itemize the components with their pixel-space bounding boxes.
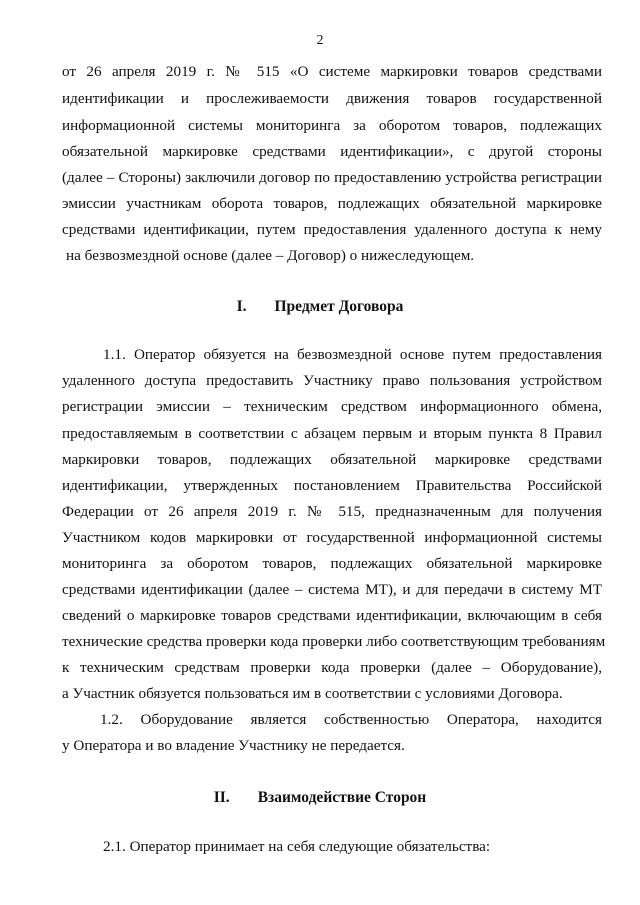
clause-line: предоставляемым в соответствии с абзацем первым и вторым пункта 8 Правил bbox=[62, 425, 602, 442]
clause-line: Участником кодов маркировки от государственной информационной системы bbox=[62, 529, 602, 546]
clause-line: к техническим средствам проверки кода проверки (далее – Оборудование), bbox=[62, 659, 602, 676]
section-title: Предмет Договора bbox=[274, 298, 404, 315]
preamble-line: (далее – Стороны) заключили договор по предоставлению устройства регистрации bbox=[62, 169, 602, 186]
clause-line: маркировки товаров, подлежащих обязательной маркировке средствами bbox=[62, 451, 602, 468]
clause-line: регистрации эмиссии – техническим средством информационного обмена, bbox=[62, 398, 602, 415]
page-number: 2 bbox=[316, 33, 324, 48]
section-title: Взаимодействие Сторон bbox=[257, 789, 427, 806]
clause-line: средствами идентификации (далее – система МТ), и для передачи в систему МТ bbox=[62, 581, 602, 598]
clause-line: Федерации от 26 апреля 2019 г. № 515, предназначенным для получения bbox=[62, 503, 602, 520]
clause-line: мониторинга за оборотом товаров, подлежащих обязательной маркировке bbox=[62, 555, 602, 572]
clause-line: у Оператора и во владение Участнику не передается. bbox=[62, 737, 405, 754]
clause-line: технические средства проверки кода проверки либо соответствующим требованиям bbox=[62, 633, 606, 650]
preamble-line: идентификации и прослеживаемости движения товаров государственной bbox=[62, 90, 602, 107]
clause-line: 2.1. Оператор принимает на себя следующие обязательства: bbox=[103, 838, 491, 855]
section-number: II. bbox=[213, 789, 230, 806]
preamble-line: эмиссии участникам оборота товаров, подлежащих обязательной маркировке bbox=[62, 195, 602, 212]
clause-line: 1.1. Оператор обязуется на безвозмездной основе путем предоставления bbox=[103, 346, 602, 363]
preamble-line: на безвозмездной основе (далее – Договор) о нижеследующем. bbox=[66, 247, 475, 264]
clause-line: а Участник обязуется пользоваться им в соответствии с условиями Договора. bbox=[62, 685, 563, 702]
section-number: I. bbox=[236, 298, 247, 315]
preamble-line: средствами идентификации, путем предоставления удаленного доступа к нему bbox=[62, 221, 602, 238]
preamble-line: информационной системы мониторинга за оборотом товаров, подлежащих bbox=[62, 117, 602, 134]
preamble-line: обязательной маркировке средствами идентификации», с другой стороны bbox=[62, 143, 602, 160]
preamble-line: от 26 апреля 2019 г. № 515 «О системе маркировки товаров средствами bbox=[62, 63, 602, 80]
clause-line: удаленного доступа предоставить Участнику право пользования устройством bbox=[62, 372, 602, 389]
section-heading bbox=[0, 788, 640, 808]
clause-line: сведений о маркировке товаров средствами идентификации, включающим в себя bbox=[62, 607, 602, 624]
clause-line: 1.2. Оборудование является собственностью Оператора, находится bbox=[100, 711, 602, 728]
section-heading bbox=[0, 297, 640, 317]
clause-line: идентификации, утвержденных постановлением Правительства Российской bbox=[62, 477, 602, 494]
